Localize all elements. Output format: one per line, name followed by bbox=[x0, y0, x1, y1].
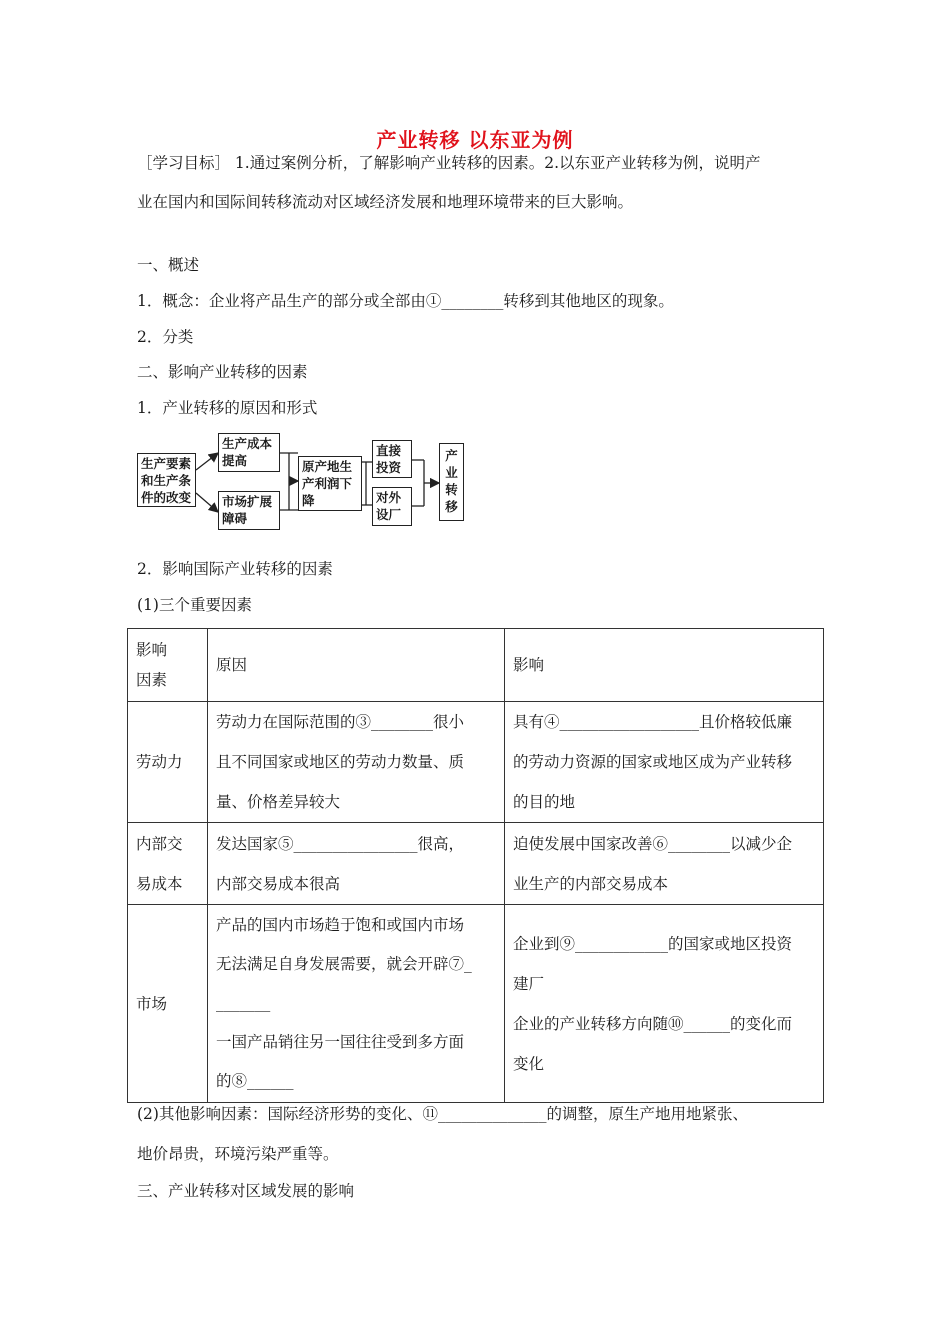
objectives-line-2: 业在国内和国际间转移流动对区域经济发展和地理环境带来的巨大影响。 bbox=[137, 193, 634, 211]
table-row bbox=[128, 823, 824, 905]
row-labor-effect: 具有④__________________且价格较低廉 的劳动力资源的国家或地区成为产业转移 的目的地 bbox=[505, 702, 824, 823]
row-transaction-factor: 内部交 易成本 bbox=[128, 823, 208, 905]
section-2-sub-1: (1)三个重要因素 bbox=[137, 596, 252, 614]
flow-box-cost: 生产成本提高 bbox=[218, 433, 280, 472]
page-title: 产业转移 以东亚为例 bbox=[376, 128, 574, 152]
row-labor-reason: 劳动力在国际范围的③________很小 且不同国家或地区的劳动力数量、质 量、价格差异较大 bbox=[208, 702, 505, 823]
section-1-heading: 一、概述 bbox=[137, 256, 200, 274]
flow-box-source: 生产要素和生产条件的改变 bbox=[137, 453, 196, 507]
section-2-heading: 二、影响产业转移的因素 bbox=[137, 363, 308, 381]
row-market-reason: 产品的国内市场趋于饱和或国内市场 无法满足自身发展需要，就会开辟⑦_ _______ 一国产品销往另一国往往受到多方面 的⑧______ bbox=[208, 905, 505, 1103]
table-row bbox=[128, 702, 824, 823]
flow-box-result: 产业转移 bbox=[439, 443, 464, 521]
flow-box-direct-investment: 直接投资 bbox=[372, 440, 412, 478]
header-reason: 原因 bbox=[208, 629, 505, 702]
row-market-effect: 企业到⑨____________的国家或地区投资 建厂 企业的产业转移方向随⑩______的变化而 变化 bbox=[505, 905, 824, 1103]
other-factors-line-2: 地价昂贵，环境污染严重等。 bbox=[137, 1145, 339, 1163]
table-header-row bbox=[128, 629, 824, 702]
section-3-heading: 三、产业转移对区域发展的影响 bbox=[137, 1182, 355, 1200]
other-factors-line-1: (2)其他影响因素：国际经济形势的变化、⑪______________的调整，原生产地用地紧张、 bbox=[137, 1105, 748, 1123]
section-2-item-1: 1．产业转移的原因和形式 bbox=[137, 399, 318, 417]
row-market-factor: 市场 bbox=[128, 905, 208, 1103]
table-row bbox=[128, 905, 824, 1103]
header-effect: 影响 bbox=[505, 629, 824, 702]
section-1-item-1: 1．概念：企业将产品生产的部分或全部由①________转移到其他地区的现象。 bbox=[137, 292, 674, 310]
arrow-to-cost bbox=[196, 453, 218, 470]
objectives-line-1: ［学习目标］ 1.通过案例分析，了解影响产业转移的因素。2.以东亚产业转移为例，说明产 bbox=[137, 154, 761, 172]
flow-box-profit: 原产地生产利润下降 bbox=[298, 456, 362, 511]
arrow-to-market bbox=[196, 493, 218, 512]
section-2-item-2: 2．影响国际产业转移的因素 bbox=[137, 560, 333, 578]
flow-box-market: 市场扩展障碍 bbox=[218, 491, 280, 530]
row-transaction-reason: 发达国家⑤________________很高， 内部交易成本很高 bbox=[208, 823, 505, 905]
flow-box-overseas-factory: 对外设厂 bbox=[372, 487, 412, 526]
row-transaction-effect: 迫使发展中国家改善⑥________以减少企 业生产的内部交易成本 bbox=[505, 823, 824, 905]
header-factor: 影响 因素 bbox=[128, 629, 208, 702]
factors-table bbox=[127, 628, 824, 1103]
section-1-item-2: 2．分类 bbox=[137, 328, 194, 346]
row-labor-factor: 劳动力 bbox=[128, 702, 208, 823]
